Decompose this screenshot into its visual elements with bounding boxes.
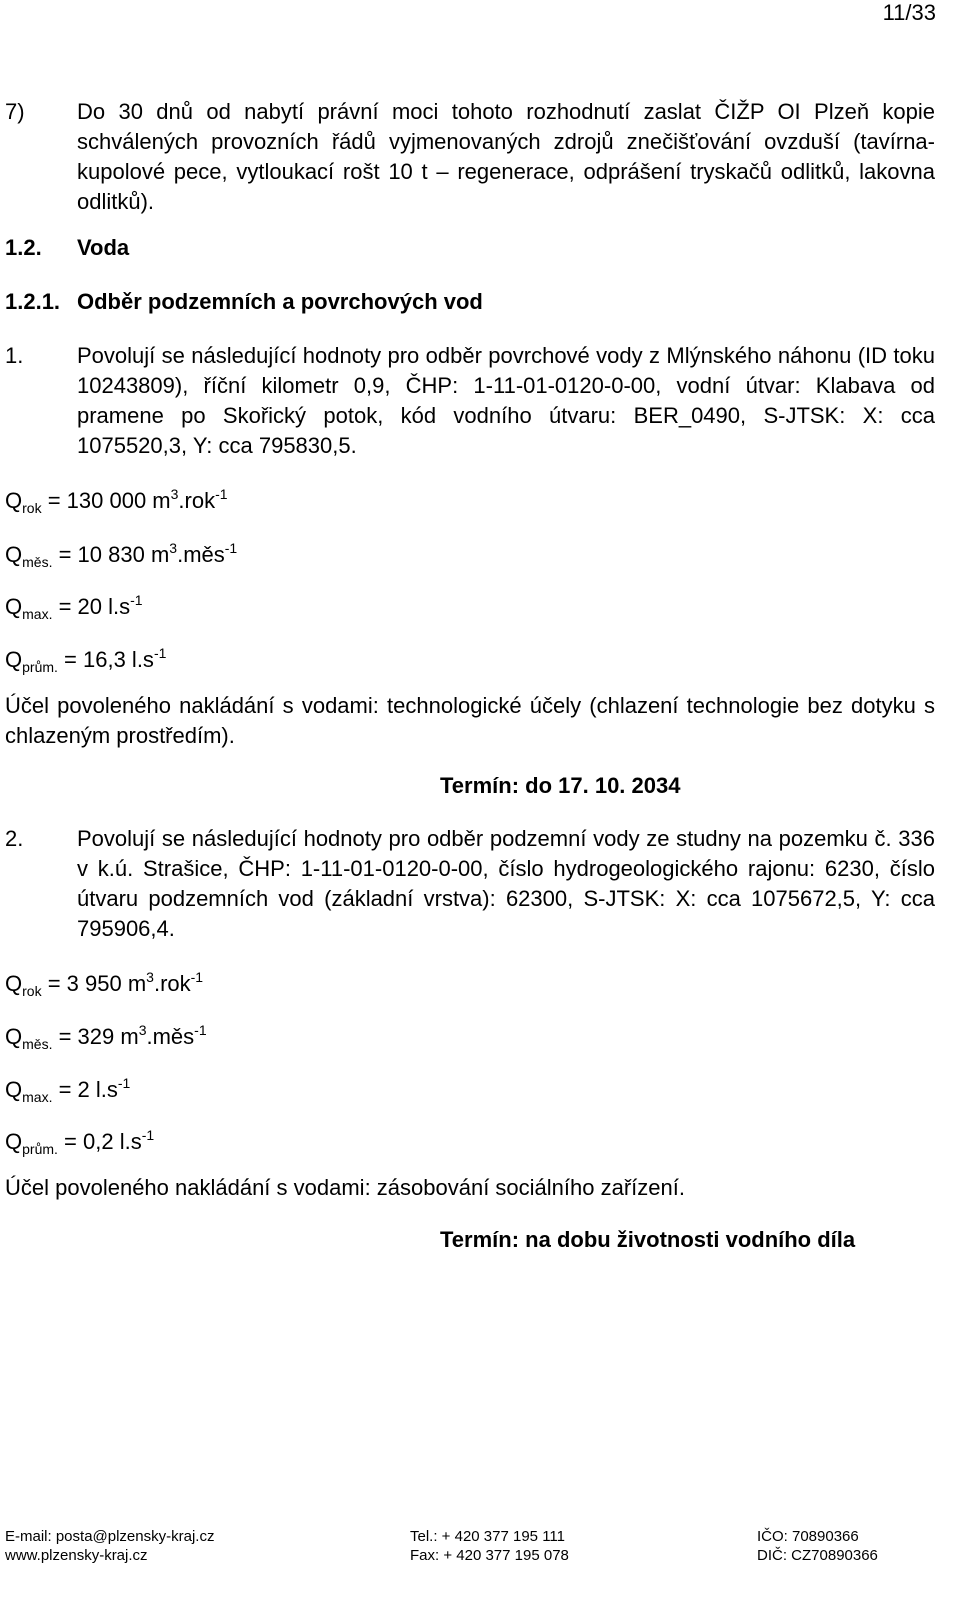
list-item-number: 7) bbox=[5, 99, 25, 124]
deadline: Termín: do 17. 10. 2034 bbox=[440, 773, 681, 798]
footer-dic: DIČ: CZ70890366 bbox=[757, 1547, 878, 1564]
section-heading-odber bbox=[5, 287, 483, 317]
purpose-paragraph: Účel povoleného nakládání s vodami: zásobování sociálního zařízení. bbox=[5, 1175, 685, 1200]
section-title: Odběr podzemních a povrchových vod bbox=[77, 289, 483, 314]
list-item-number: 1. bbox=[5, 343, 24, 368]
q-max: $Q_{max.} = 20$ $l.s^{-1}$ bbox=[5, 592, 143, 622]
section-heading-voda bbox=[5, 233, 129, 263]
q-mes: $Q_{měs.} = 10$ 830 $m^3.měs^{-1}$ bbox=[5, 540, 238, 570]
footer-web: www.plzensky-kraj.cz bbox=[5, 1547, 148, 1564]
deadline: Termín: na dobu životnosti vodního díla bbox=[440, 1227, 856, 1252]
footer-contact bbox=[5, 1527, 214, 1565]
list-item-7 bbox=[5, 97, 935, 217]
footer-tel: Tel.: + 420 377 195 111 bbox=[410, 1528, 565, 1545]
list-item-2 bbox=[5, 824, 935, 944]
section-number: 1.2. bbox=[5, 235, 42, 260]
list-item-text: Do 30 dnů od nabytí právní moci tohoto rozhodnutí zaslat ČIŽP OI Plzeň kopie schválených provozních řádů vyjmenovaných zdrojů znečišťování ovzduší (tavírna-kupolové pece, vytloukací rošt 10 t – regenerace, odprášení tryskačů odlitků, lakovna odlitků). bbox=[77, 99, 935, 214]
q-max: $Q_{max.} = 2$ $l.s^{-1}$ bbox=[5, 1075, 131, 1105]
list-item-1 bbox=[5, 341, 935, 461]
footer-ico: IČO: 70890366 bbox=[757, 1528, 859, 1545]
footer-ids bbox=[757, 1527, 878, 1565]
page-number: 11/33 bbox=[882, 0, 936, 25]
list-item-text: Povolují se následující hodnoty pro odběr povrchové vody z Mlýnského náhonu (ID toku 10243809), říční kilometr 0,9, ČHP: 1-11-01-0120-0-00, vodní útvar: Klabava od pramene po Skořický potok, kód vodního útvaru: BER_0490, S-JTSK: X: cca 1075520,3, Y: cca 795830,5. bbox=[77, 343, 935, 458]
purpose-paragraph: Účel povoleného nakládání s vodami: technologické účely (chlazení technologie bez dotyku s chlazeným prostředím). bbox=[5, 693, 935, 748]
q-rok: $Q_{rok} = 130$ 000 $m^3.rok^{-1}$ bbox=[5, 486, 228, 516]
q-prum: $Q_{prům.} = 16,3$ $l.s^{-1}$ bbox=[5, 645, 167, 675]
section-title: Voda bbox=[77, 235, 130, 260]
footer-email: E-mail: posta@plzensky-kraj.cz bbox=[5, 1528, 215, 1545]
q-mes: $Q_{měs.} = 329$ $m^3.měs^{-1}$ bbox=[5, 1022, 207, 1052]
q-prum: $Q_{prům.} = 0,2$ $l.s^{-1}$ bbox=[5, 1127, 155, 1157]
footer-phone bbox=[410, 1527, 569, 1565]
footer-fax: Fax: + 420 377 195 078 bbox=[410, 1547, 569, 1564]
list-item-text: Povolují se následující hodnoty pro odběr podzemní vody ze studny na pozemku č. 336 v k.ú. Strašice, ČHP: 1-11-01-0120-0-00, číslo hydrogeologického rajonu: 6230, číslo útvaru podzemních vod (základní vrstva): 62300, S-JTSK: X: cca 1075672,5, Y: cca 795906,4. bbox=[77, 826, 935, 941]
list-item-number: 2. bbox=[5, 826, 24, 851]
q-rok: $Q_{rok} = 3$ 950 $m^3.rok^{-1}$ bbox=[5, 969, 204, 999]
section-number: 1.2.1. bbox=[5, 289, 61, 314]
